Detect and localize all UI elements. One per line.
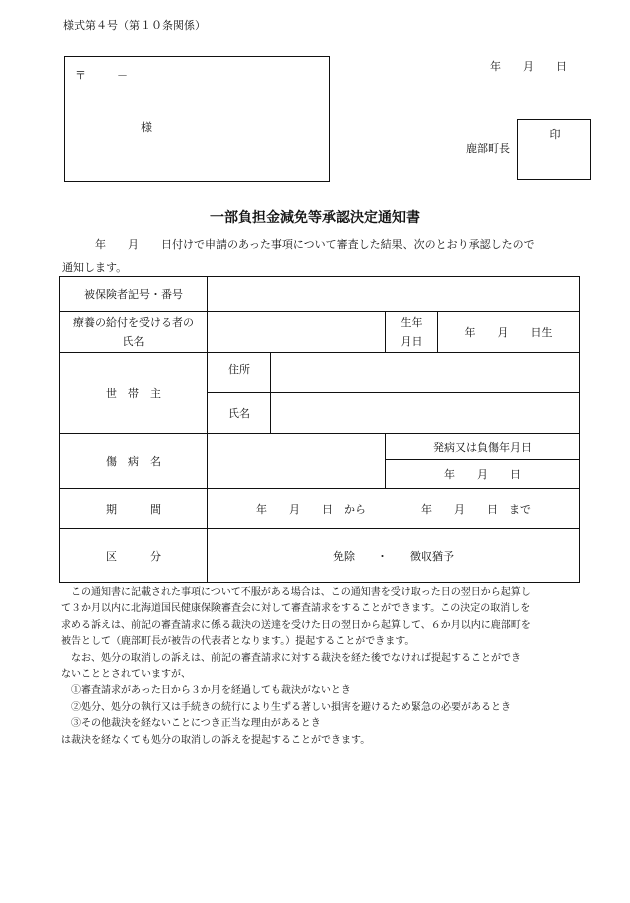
disease-label: 傷 病 名 (60, 434, 208, 489)
row-period (60, 489, 580, 529)
onset-label: 発病又は負傷年月日 (386, 434, 580, 460)
birth-date-value: 年 月 日生 (438, 312, 580, 353)
postal-mark: 〒 (75, 69, 86, 82)
insured-number-label: 被保険者記号・番号 (60, 277, 208, 312)
note-line: ②処分、処分の執行又は手続きの続行により生ずる著しい損害を避けるため緊急の必要があるとき (61, 701, 511, 713)
row-householder-address (60, 353, 580, 393)
row-disease-top (60, 434, 580, 460)
recipient-label-cell (60, 312, 208, 353)
note-line: ないこととされていますが、 (61, 669, 191, 681)
seal-label: 印 (549, 128, 561, 141)
document-title: 一部負担金減免等承認決定通知書 (210, 210, 420, 226)
intro-line-1: 年 月 日付けで申請のあった事項について審査した結果、次のとおり承認したので (62, 238, 535, 251)
category-label: 区 分 (60, 529, 208, 583)
recipient-label-2: 氏名 (122, 335, 145, 348)
period-label: 期 間 (60, 489, 208, 529)
onset-date-value: 年 月 日 (386, 460, 580, 489)
appeal-notes (61, 585, 586, 749)
category-value: 免除 ・ 徴収猶予 (208, 529, 580, 583)
row-category (60, 529, 580, 583)
note-line: この通知書に記載された事項について不服がある場合は、この通知書を受け取った日の翌日から起算し (61, 587, 531, 598)
address-box (64, 56, 330, 182)
issue-date: 年 月 日 (490, 60, 567, 73)
note-line: 被告として（鹿部町長が被告の代表者となります。）提起することができます。 (61, 636, 415, 648)
note-line: 求める訴えは、前記の審査請求に係る裁決の送達を受けた日の翌日から起算して、６か月以内に鹿部町を (61, 619, 531, 631)
birth-label-cell (386, 312, 438, 353)
form-number: 様式第４号（第１０条関係） (63, 19, 206, 32)
period-value: 年 月 日 から 年 月 日 まで (208, 489, 580, 529)
note-line: ③その他裁決を経ないことにつき正当な理由があるとき (61, 718, 321, 730)
householder-label: 世 帯 主 (60, 353, 208, 434)
name-label: 氏名 (208, 393, 271, 434)
birth-label-1: 生年 (400, 316, 423, 329)
address-label: 住所 (208, 353, 271, 393)
recipient-label-1: 療養の給付を受ける者の (73, 316, 194, 329)
intro-line-2: 通知します。 (62, 261, 128, 274)
birth-label-2: 月日 (400, 335, 423, 348)
row-insured-number (60, 277, 580, 312)
recipient-name-field[interactable] (208, 312, 386, 353)
seal-box (517, 119, 591, 180)
issuer-title: 鹿部町長 (466, 142, 510, 155)
honorific-sama: 様 (141, 121, 152, 134)
insured-number-field[interactable] (208, 277, 580, 312)
note-line: なお、処分の取消しの訴えは、前記の審査請求に対する裁決を経た後でなければ提起することができ (61, 652, 521, 664)
note-line: は裁決を経なくても処分の取消しの訴えを提起することができます。 (61, 734, 371, 746)
row-recipient (60, 312, 580, 353)
approval-table (59, 276, 580, 583)
note-line: ①審査請求があった日から３か月を経過しても裁決がないとき (61, 685, 351, 697)
note-line: て３か月以内に北海道国民健康保険審査会に対して審査請求をすることができます。この決定の取消しを (61, 603, 531, 615)
householder-name-field[interactable] (271, 393, 580, 434)
postal-dash: － (117, 69, 128, 82)
disease-name-field[interactable] (208, 434, 386, 489)
householder-address-field[interactable] (271, 353, 580, 393)
